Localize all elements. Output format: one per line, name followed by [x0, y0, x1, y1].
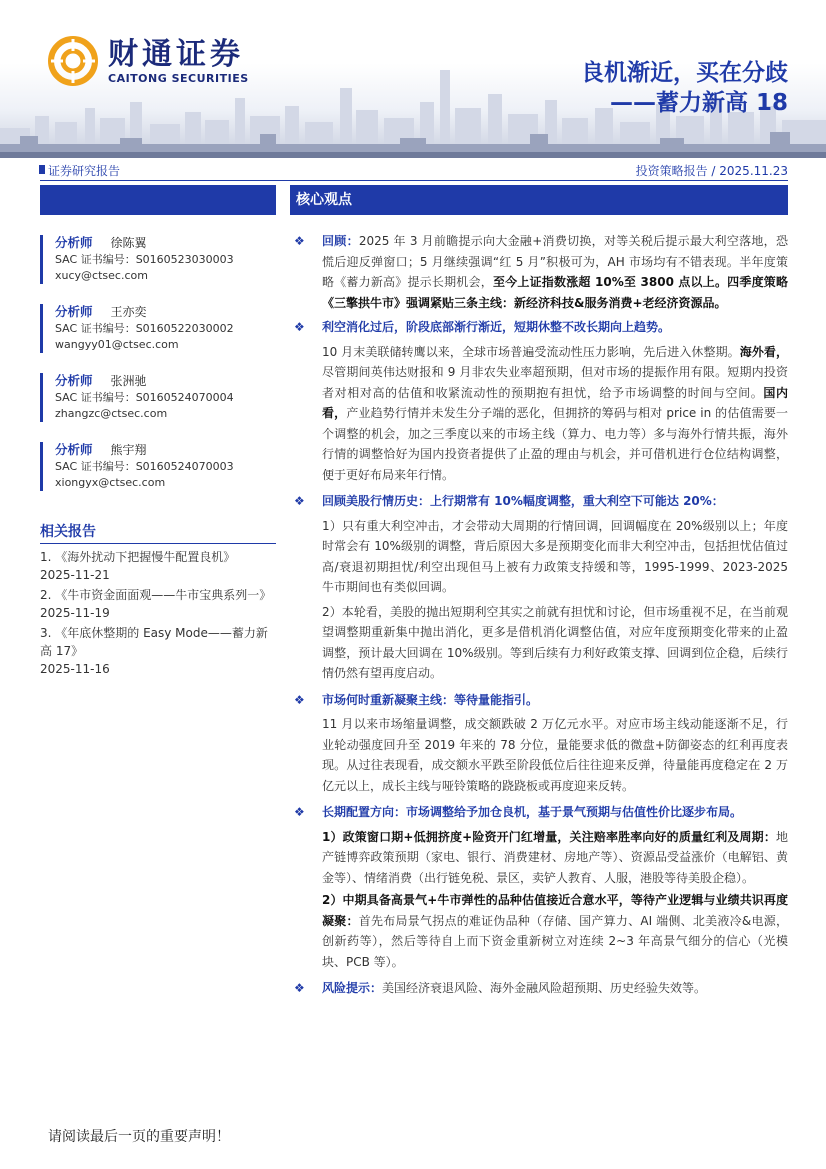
related-report-item[interactable] — [40, 624, 276, 678]
analyst-name: 王亦奕 — [110, 305, 147, 319]
related-report-date: 2025-11-16 — [40, 662, 110, 676]
logo-emblem-icon — [48, 36, 98, 86]
analyst-cert: SAC 证书编号：S0160524070003 — [55, 460, 234, 473]
logo-chinese-name: 财通证券 — [108, 36, 244, 72]
bullet-text: 2）本轮看，美股的抛出短期利空其实之前就有担忧和讨论，但市场重视不足，在当前观望调整期重新集中抛出消化，更多是借机消化调整估值，对应年度预期变化带来的止盈调整，预计最大回调在 10%级别。等到后续有力利好政策支撑、回调到位企稳，后续行情仍然有望再度启动。 — [322, 604, 788, 680]
analyst-cert: SAC 证书编号：S0160524070004 — [55, 391, 234, 404]
bullet-risk — [290, 978, 788, 999]
diamond-bullet-icon: ❖ — [294, 692, 305, 707]
bullet-bottom-near — [290, 317, 788, 485]
analyst-role: 分析师 — [55, 304, 93, 319]
analyst-role: 分析师 — [55, 373, 93, 388]
bullet-text: 产业趋势行情并未发生分子端的恶化，但拥挤的筹码与相对 price in 的估值需要一个调整的机会，加之三季度以来的市场主线（算力、电力等）多与海外行情共振，海外行情的调整恰好为国内投资者提供了止盈的理由与机会，并可借机进行仓位结构调整，便于更好布局来年行情。 — [322, 406, 788, 482]
related-report-date: 2025-11-21 — [40, 568, 110, 582]
bullet-bold-text: 国内看， — [322, 385, 788, 420]
analyst-email[interactable]: xiongyx@ctsec.com — [55, 476, 166, 489]
sidebar-header-bar — [40, 185, 276, 215]
bullet-text: 2025 年 3 月前瞻提示向大金融+消费切换，对等关税后提示最大利空落地，恐慌后迎反弹窗口；5 月继续强调“红 5 月”积极可为，AH 市场均有不错表现。半年度策略《蓄力新高》提示长期机会， — [322, 234, 788, 289]
bullet-us-history — [290, 491, 788, 684]
analyst-name: 熊宇翔 — [110, 443, 147, 457]
report-title-line2: ——蓄力新高 18 — [609, 90, 788, 116]
analyst-role: 分析师 — [55, 235, 93, 250]
diamond-bullet-icon: ❖ — [294, 805, 305, 819]
company-logo — [48, 36, 249, 86]
logo-english-name: CAITONG SECURITIES — [108, 71, 249, 85]
report-title-line1: 良机渐近，买在分歧 — [581, 60, 788, 86]
diamond-bullet-icon: ❖ — [294, 981, 305, 995]
bullet-allocation — [290, 802, 788, 972]
analyst-card — [40, 442, 276, 491]
report-type: 证券研究报告 — [48, 164, 121, 178]
sidebar — [40, 185, 276, 680]
bullet-text: 1）只有重大利空冲击，才会带动大周期的行情回调，回调幅度在 20%级别以上；年度时常会有 10%级别的调整，背后原因大多是预期变化而非大利空冲击，包括担忧估值过高/衰退初期担忧/利空出现但马上被有力政策支持缓和等，1995-1999、2023-2025 牛市期间也有类似回调。 — [322, 518, 788, 594]
analyst-email[interactable]: zhangzc@ctsec.com — [55, 407, 168, 420]
bullet-heading: 风险提示： — [322, 981, 383, 995]
analyst-card — [40, 235, 276, 284]
core-view-section — [290, 185, 788, 999]
diamond-bullet-icon: ❖ — [294, 494, 305, 508]
bullet-bold-text: 至今上证指数涨超 10%至 3800 点以上。四季度策略《三擎拱牛市》强调紧贴三条主线：新经济科技&服务消费+老经济资源品。 — [322, 275, 788, 310]
analyst-name: 徐陈翼 — [110, 236, 147, 250]
related-reports-title: 相关报告 — [40, 521, 276, 544]
bullet-text: 美国经济衰退风险、海外金融风险超预期、历史经验失效等。 — [382, 981, 707, 995]
bullet-heading: 市场何时重新凝聚主线：等待量能指引。 — [322, 692, 539, 707]
header-banner — [0, 0, 826, 158]
analyst-name: 张洲驰 — [110, 374, 147, 388]
related-report-item[interactable] — [40, 548, 276, 584]
bullet-text: 10 月末美联储转鹰以来，全球市场普遍受流动性压力影响，先后进入休整期。 — [322, 344, 740, 359]
diamond-bullet-icon: ❖ — [294, 234, 305, 248]
bullet-review — [290, 231, 788, 313]
bullet-heading: 回顾美股行情历史：上行期常有 10%幅度调整，重大利空下可能达 20%： — [322, 494, 724, 508]
related-report-date: 2025-11-19 — [40, 606, 110, 620]
bullet-heading: 回顾： — [322, 234, 359, 248]
analyst-email[interactable]: wangyy01@ctsec.com — [55, 338, 179, 351]
core-view-title: 核心观点 — [290, 185, 788, 215]
bullet-heading: 利空消化过后，阶段底部渐行渐近，短期休整不改长期向上趋势。 — [322, 320, 671, 334]
report-title — [581, 58, 788, 118]
bullet-bold-text: 1）政策窗口期+低拥挤度+险资开门红增量，关注赔率胜率向好的质量红利及周期： — [322, 829, 776, 844]
analyst-card — [40, 373, 276, 422]
related-report-title[interactable]: 3. 《年底休整期的 Easy Mode——蓄力新高 17》 — [40, 626, 268, 658]
bullet-text: 首先布局景气拐点的难证伪品种（存储、国产算力、AI 端侧、北美液冷&电源，创新药等），然后等待自上而下资金重新树立对连续 2~3 年高景气细分的信心（光模块、PCB 等）。 — [322, 913, 788, 969]
analyst-cert: SAC 证书编号：S0160522030002 — [55, 322, 234, 335]
related-report-title[interactable]: 1. 《海外扰动下把握慢牛配置良机》 — [40, 550, 236, 564]
analyst-cert: SAC 证书编号：S0160523030003 — [55, 253, 234, 266]
disclaimer-note: 请阅读最后一页的重要声明！ — [48, 1129, 230, 1145]
related-report-item[interactable] — [40, 586, 276, 622]
analyst-card — [40, 304, 276, 353]
report-meta-bar — [40, 160, 788, 181]
bullet-text: 地产链博弈政策预期（家电、银行、消费建材、房地产等）、资源品受益涨价（电解铝、黄金等）、情绪消费（出行链免税、景区，卖铲人教育、人服，港股等待美股企稳）。 — [322, 829, 788, 885]
analyst-email[interactable]: xucy@ctsec.com — [55, 269, 148, 282]
report-category-date: 投资策略报告 / 2025.11.23 — [635, 164, 788, 178]
analyst-role: 分析师 — [55, 442, 93, 457]
bullet-bold-text: 海外看， — [739, 344, 788, 359]
diamond-bullet-icon: ❖ — [294, 320, 305, 334]
bullet-text: 尽管期间英伟达财报和 9 月非农失业率超预期，但对市场的提振作用有限。短期内投资者对相对高的估值和收紧流动性的预期抱有担忧，给予市场调整的时间与空间。 — [322, 365, 788, 400]
related-report-title[interactable]: 2. 《牛市资金面面观——牛市宝典系列一》 — [40, 588, 272, 602]
related-reports-list — [40, 548, 276, 678]
bullet-heading: 长期配置方向：市场调整给予加仓良机，基于景气预期与估值性价比逐步布局。 — [322, 805, 743, 819]
bullet-bold-text: 2）中期具备高景气+牛市弹性的品种估值接近合意水平，等待产业逻辑与业绩共识再度凝聚： — [322, 893, 788, 928]
bullet-mainline — [290, 690, 788, 797]
bullet-text: 11 月以来市场缩量调整，成交额跌破 2 万亿元水平。对应市场主线动能逐渐不足，行业轮动强度回升至 2019 年来的 78 分位，量能要求低的微盘+防御姿态的红利再度表现。从过往表现看，成交额水平跌至阶段低位后往往迎来反弹，待量能再度稳定在 2 万亿元以上，成长主线与哑铃策略的跷跷板或再度迎来反转。 — [322, 717, 788, 793]
